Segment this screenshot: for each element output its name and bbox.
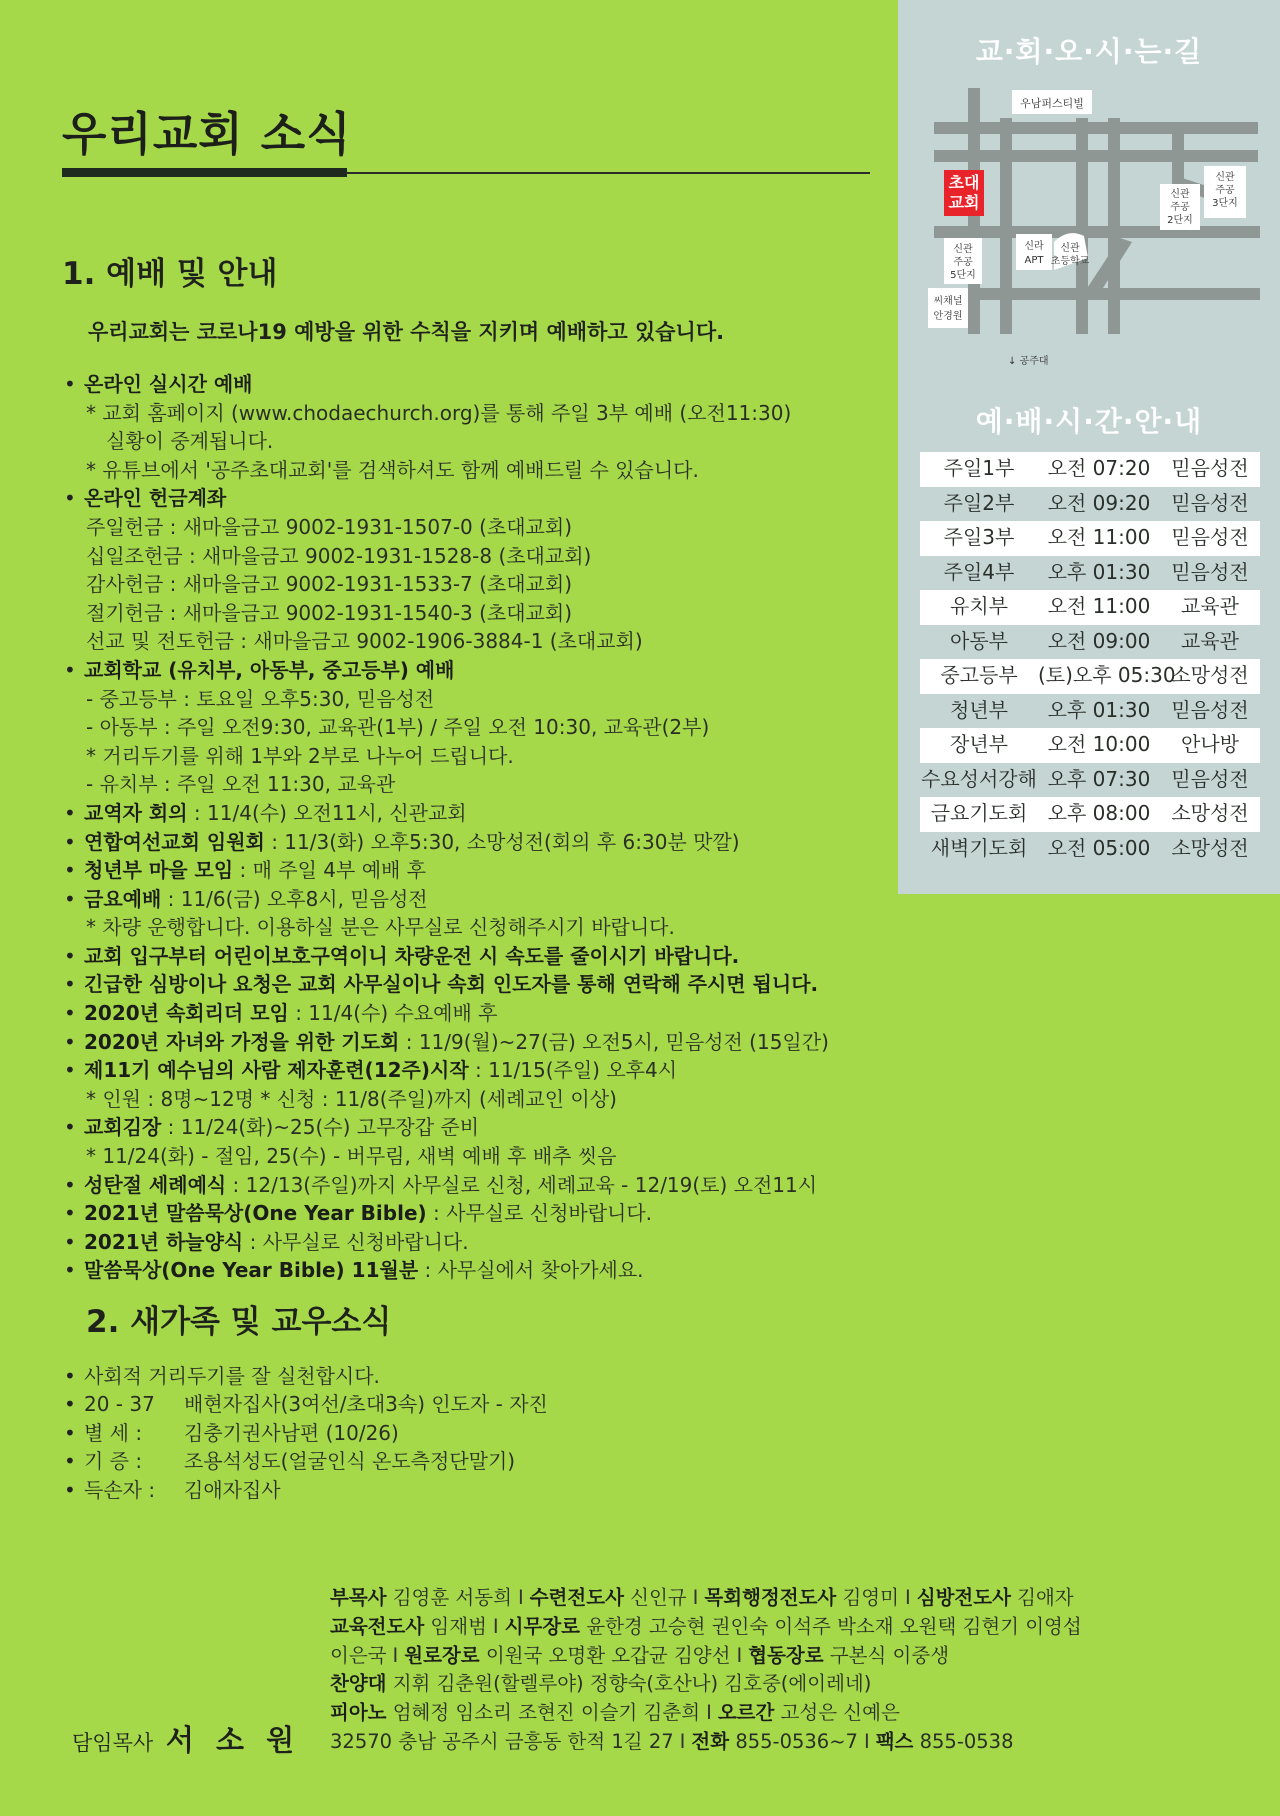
notice-line <box>62 370 882 399</box>
schedule-time: 오전 09:00 <box>1047 628 1151 653</box>
map-label: 주공 <box>953 257 973 268</box>
notice-line <box>62 427 882 456</box>
schedule-place: 안나방 <box>1181 732 1239 756</box>
notice-line-title: 교역자 회의 <box>84 800 188 825</box>
notice-line-title: 성탄절 세례예식 <box>84 1172 227 1197</box>
schedule-time: 오전 09:20 <box>1047 490 1151 515</box>
page-title: 우리교회 소식 <box>62 107 352 161</box>
map-road <box>934 226 1260 238</box>
schedule-place: 소망성전 <box>1171 663 1249 687</box>
senior-pastor-name: 서 소 원 <box>165 1723 301 1757</box>
schedule-time: 오전 11:00 <box>1047 594 1151 618</box>
notice-line-text: : 11/24(화)~25(수) 고무장갑 준비 <box>161 1115 480 1140</box>
staff-role: 오르간 <box>717 1701 775 1725</box>
staff-names: 구본식 이중생 <box>829 1643 950 1667</box>
notice-line-text: * 인원 : 8명~12명 * 신청 : 11/8(주일)까지 (세례교인 이상) <box>86 1086 617 1111</box>
staff-names: 김영미 <box>842 1586 899 1609</box>
separator: I <box>736 1643 743 1667</box>
notice-line-text: : 11/15(주일) 오후4시 <box>468 1058 678 1083</box>
section1-intro: 우리교회는 코로나19 예방을 위한 수칙을 지키며 예배하고 있습니다. <box>88 320 725 344</box>
staff-names: 신인규 <box>630 1586 687 1609</box>
notice-line <box>62 856 882 885</box>
map-road <box>1108 118 1120 334</box>
schedule-time: 오전 05:00 <box>1047 835 1151 860</box>
notice-line <box>62 1085 882 1114</box>
separator: I <box>679 1729 686 1753</box>
notice-line <box>62 542 882 571</box>
schedule-time: 오전 11:00 <box>1047 525 1151 549</box>
schedule-place: 믿음성전 <box>1171 766 1249 791</box>
staff-row <box>330 1728 1270 1757</box>
schedule-row <box>920 832 1260 867</box>
notice-line-title: 2021년 하늘양식 <box>84 1229 244 1254</box>
separator: I <box>692 1586 699 1609</box>
map-label-festival: 우남퍼스티빌 <box>1020 97 1084 110</box>
notice-line-text: * 11/24(화) - 절임, 25(수) - 버무림, 새벽 예배 후 배추 씻음 <box>86 1144 617 1169</box>
news-item <box>62 1390 862 1418</box>
news-item-label: 득손자 : <box>84 1477 156 1502</box>
map-label: 3단지 <box>1212 198 1238 209</box>
section1-list <box>62 370 882 1285</box>
notice-line <box>62 656 882 685</box>
map-label: APT <box>1024 255 1044 266</box>
map-label: 신관 <box>1170 189 1190 200</box>
schedule-name: 장년부 <box>950 732 1008 756</box>
title-rule-accent <box>62 168 347 177</box>
notice-line-title: 교회학교 (유치부, 아동부, 중고등부) 예배 <box>84 657 455 682</box>
schedule-title: 예·배·시·간·안·내 <box>975 405 1203 438</box>
map-road <box>1076 118 1088 334</box>
notice-line <box>62 742 882 771</box>
notice-line-title: 온라인 실시간 예배 <box>84 372 253 396</box>
schedule-place: 믿음성전 <box>1171 490 1249 515</box>
notice-line-text: - 아동부 : 주일 오전9:30, 교육관(1부) / 주일 오전 10:30, 교육관(2부) <box>86 715 710 740</box>
map-label: 씨채널 <box>933 296 963 307</box>
news-item <box>62 1447 862 1475</box>
notice-line-title: 교회김장 <box>84 1115 162 1140</box>
notice-line-text: : 사무실로 신청바랍니다. <box>426 1201 653 1226</box>
separator: I <box>517 1586 524 1609</box>
news-item-label: 기 증 : <box>84 1449 143 1474</box>
notice-line-text: 주일헌금 : 새마을금고 9002-1931-1507-0 (초대교회) <box>86 514 573 539</box>
notice-line <box>62 1056 882 1085</box>
notice-line <box>62 885 882 914</box>
schedule-time: 오전 07:20 <box>1047 456 1151 480</box>
notice-line <box>62 456 882 485</box>
map-label: 신라 <box>1024 241 1044 252</box>
church-marker-text: 교회 <box>948 193 980 212</box>
schedule-name: 새벽기도회 <box>930 835 1028 860</box>
staff-role: 부목사 <box>330 1586 387 1609</box>
staff-role: 목회행정전도사 <box>704 1586 837 1609</box>
notice-line-text: * 차량 운행합니다. 이용하실 분은 사무실로 신청해주시기 바랍니다. <box>86 915 675 940</box>
news-item-value: 김애자집사 <box>184 1477 281 1502</box>
notice-line-text: - 유치부 : 주일 오전 11:30, 교육관 <box>86 772 396 797</box>
notice-line-title: 2020년 속회리더 모임 <box>84 1001 289 1026</box>
notice-line <box>62 913 882 942</box>
senior-pastor-label: 담임목사 <box>72 1731 154 1755</box>
news-item <box>62 1476 862 1504</box>
schedule-row <box>920 521 1260 556</box>
staff-names: 임재범 <box>430 1614 487 1638</box>
notice-line <box>62 1113 882 1142</box>
map-label: 신관 <box>1060 243 1080 254</box>
notice-line-text: * 거리두기를 위해 1부와 2부로 나누어 드립니다. <box>86 743 514 768</box>
news-item-value: 배현자집사(3여선/초대3속) 인도자 - 자진 <box>184 1392 548 1417</box>
map-label: 2단지 <box>1167 215 1193 226</box>
schedule-row <box>920 452 1260 487</box>
schedule-time: (토)오후 05:30 <box>1038 663 1176 687</box>
schedule-place: 믿음성전 <box>1171 559 1249 584</box>
notice-line <box>62 1028 882 1057</box>
staff-role: 시무장로 <box>504 1614 581 1638</box>
staff-names: 이원국 오명환 오갑균 김양선 <box>485 1643 731 1667</box>
senior-pastor <box>72 1718 300 1759</box>
schedule-row <box>920 694 1260 729</box>
notice-line-text: : 11/4(수) 오전11시, 신관교회 <box>187 800 467 825</box>
directions-map <box>898 78 1280 378</box>
staff-role: 심방전도사 <box>916 1586 1011 1609</box>
section2-heading: 2. 새가족 및 교우소식 <box>86 1304 392 1340</box>
staff-row <box>330 1699 1270 1728</box>
schedule-row <box>920 590 1260 625</box>
notice-line-title: 연합여선교회 임원회 <box>84 829 265 854</box>
schedule-time: 오전 10:00 <box>1047 732 1151 756</box>
notice-line-title: 2021년 말씀묵상(One Year Bible) <box>84 1201 427 1226</box>
staff-role: 수련전도사 <box>529 1586 624 1609</box>
staff-role: 팩스 <box>875 1729 914 1753</box>
schedule-place: 믿음성전 <box>1171 456 1249 480</box>
notice-line-title: 교회 입구부터 어린이보호구역이니 차량운전 시 속도를 줄이시기 바랍니다. <box>84 943 740 968</box>
notice-line-text: 십일조헌금 : 새마을금고 9002-1931-1528-8 (초대교회) <box>86 543 592 568</box>
map-building <box>928 288 968 328</box>
news-item-value: 김충기권사남편 (10/26) <box>184 1420 399 1445</box>
notice-line-title: 2020년 자녀와 가정을 위한 기도회 <box>84 1029 400 1054</box>
schedule-name: 주일2부 <box>943 490 1015 515</box>
schedule-time: 오후 01:30 <box>1047 559 1151 584</box>
schedule-name: 금요기도회 <box>930 801 1028 825</box>
separator: I <box>706 1701 712 1725</box>
schedule-name: 수요성서강해 <box>921 766 1037 791</box>
staff-directory <box>330 1584 1270 1757</box>
notice-line-text: 실황이 중계됩니다. <box>106 429 274 454</box>
worship-schedule <box>920 452 1260 866</box>
schedule-place: 교육관 <box>1181 594 1239 618</box>
staff-row <box>330 1584 1270 1613</box>
notice-line-text: * 교회 홈페이지 (www.chodaechurch.org)를 통해 주일 3부 예배 (오전11:30) <box>86 400 792 425</box>
staff-role: 협동장로 <box>748 1643 824 1667</box>
notice-line-title: 금요예배 <box>84 886 162 911</box>
staff-names: 김영훈 서동희 <box>392 1586 512 1609</box>
map-label: 안경원 <box>933 311 963 322</box>
map-label: 초등학교 <box>1050 256 1090 267</box>
directions-title: 교·회·오·시·는·길 <box>975 35 1203 68</box>
notice-line-text: 절기헌금 : 새마을금고 9002-1931-1540-3 (초대교회) <box>86 600 573 625</box>
notice-line <box>62 570 882 599</box>
staff-row <box>330 1670 1270 1699</box>
notice-line <box>62 1142 882 1171</box>
news-item-label: 20 - 37 <box>84 1392 155 1417</box>
notice-line <box>62 828 882 857</box>
notice-line-text: * 유튜브에서 '공주초대교회'를 검색하셔도 함께 예배드릴 수 있습니다. <box>86 457 699 482</box>
schedule-place: 믿음성전 <box>1171 525 1249 549</box>
map-road <box>1172 134 1184 184</box>
map-label: 5단지 <box>950 270 976 281</box>
notice-line-text: : 사무실에서 찾아가세요. <box>418 1258 644 1283</box>
schedule-place: 소망성전 <box>1171 801 1249 825</box>
schedule-name: 중고등부 <box>940 663 1018 687</box>
news-item-value: 조용석성도(얼굴인식 온도측정단말기) <box>184 1449 516 1474</box>
staff-names: 지휘 김춘원(할렐루야) 정향숙(호산나) 김호중(에이레네) <box>392 1672 872 1696</box>
notice-line <box>62 999 882 1028</box>
notice-line <box>62 770 882 799</box>
notice-line <box>62 484 882 513</box>
schedule-row <box>920 728 1260 763</box>
map-label: 신관 <box>1215 172 1235 183</box>
separator: I <box>492 1614 499 1638</box>
schedule-row <box>920 797 1260 832</box>
staff-names: 고성은 신예은 <box>780 1701 900 1725</box>
staff-row <box>330 1613 1270 1642</box>
schedule-name: 주일4부 <box>943 559 1015 584</box>
notice-line-text: : 11/6(금) 오후8시, 믿음성전 <box>161 886 428 911</box>
notice-line-text: : 11/4(수) 수요예배 후 <box>288 1001 498 1026</box>
map-label-gongju: ↓ 공주대 <box>1008 356 1049 367</box>
notice-line-text: 선교 및 전도헌금 : 새마을금고 9002-1906-3884-1 (초대교회) <box>86 629 643 654</box>
schedule-place: 소망성전 <box>1171 835 1249 860</box>
news-item <box>62 1419 862 1447</box>
schedule-name: 주일3부 <box>943 525 1015 549</box>
section2-list <box>62 1362 862 1504</box>
map-road <box>934 122 1258 134</box>
staff-role: 전화 <box>691 1729 730 1753</box>
section1-heading: 1. 예배 및 안내 <box>62 256 278 292</box>
church-marker-text: 초대 <box>948 173 980 192</box>
notice-line <box>62 942 882 971</box>
info-panel <box>898 0 1280 894</box>
staff-names: 엄혜정 임소리 조현진 이슬기 김춘희 <box>392 1701 701 1725</box>
separator: I <box>904 1586 911 1609</box>
notice-line <box>62 1199 882 1228</box>
schedule-time: 오후 07:30 <box>1047 766 1151 791</box>
notice-line-title: 청년부 마을 모임 <box>84 858 234 883</box>
notice-line <box>62 685 882 714</box>
staff-role: 원로장로 <box>404 1643 480 1667</box>
staff-names: 이은국 <box>330 1643 387 1667</box>
staff-role: 찬양대 <box>330 1672 387 1696</box>
notice-line <box>62 713 882 742</box>
notice-line <box>62 1256 882 1285</box>
notice-line-title: 온라인 헌금계좌 <box>84 486 227 511</box>
schedule-row <box>920 625 1260 660</box>
staff-names: 윤한경 고승현 권인숙 이석주 박소재 오원택 김현기 이영섭 <box>586 1614 1082 1638</box>
schedule-row <box>920 763 1260 798</box>
notice-line-title: 제11기 예수님의 사람 제자훈련(12주)시작 <box>84 1058 469 1083</box>
notice-line <box>62 1171 882 1200</box>
notice-line-title: 말씀묵상(One Year Bible) 11월분 <box>84 1258 419 1283</box>
map-road <box>934 150 1258 162</box>
news-item-label: 별 세 : <box>84 1420 143 1445</box>
notice-line <box>62 599 882 628</box>
notice-line-title: 긴급한 심방이나 요청은 교회 사무실이나 속회 인도자를 통해 연락해 주시면 됩니다. <box>84 972 819 997</box>
notice-line-text: : 12/13(주일)까지 사무실로 신청, 세례교육 - 12/19(토) 오전11시 <box>226 1172 818 1197</box>
separator: I <box>863 1729 870 1753</box>
schedule-row <box>920 487 1260 522</box>
schedule-time: 오후 01:30 <box>1047 697 1151 722</box>
separator: I <box>392 1643 399 1667</box>
notice-line <box>62 513 882 542</box>
notice-line <box>62 1228 882 1257</box>
map-label: 주공 <box>1170 202 1190 213</box>
staff-names: 855-0538 <box>919 1729 1014 1753</box>
staff-names: 김애자 <box>1017 1586 1074 1609</box>
news-item <box>62 1362 862 1390</box>
map-road <box>1000 118 1012 334</box>
schedule-row <box>920 659 1260 694</box>
notice-line-text: : 매 주일 4부 예배 후 <box>233 858 427 883</box>
schedule-name: 아동부 <box>950 628 1008 653</box>
schedule-name: 청년부 <box>950 697 1008 722</box>
schedule-name: 주일1부 <box>943 456 1015 480</box>
news-item-label: 사회적 거리두기를 잘 실천합시다. <box>84 1364 380 1388</box>
notice-line-text: 감사헌금 : 새마을금고 9002-1931-1533-7 (초대교회) <box>86 572 573 597</box>
staff-names: 855-0536~7 <box>735 1729 858 1753</box>
schedule-place: 교육관 <box>1181 628 1239 653</box>
notice-line-text: - 중고등부 : 토요일 오후5:30, 믿음성전 <box>86 686 435 711</box>
schedule-time: 오후 08:00 <box>1047 801 1151 825</box>
staff-row <box>330 1642 1270 1671</box>
staff-role: 교육전도사 <box>330 1614 425 1638</box>
notice-line-text: : 11/3(화) 오후5:30, 소망성전(회의 후 6:30분 맛깔) <box>264 829 740 854</box>
staff-names: 32570 충남 공주시 금흥동 한적 1길 27 <box>330 1729 674 1753</box>
staff-role: 피아노 <box>330 1701 387 1725</box>
notice-line-text: : 사무실로 신청바랍니다. <box>243 1229 469 1254</box>
map-label: 신관 <box>953 244 973 255</box>
schedule-place: 믿음성전 <box>1171 697 1249 722</box>
schedule-row <box>920 556 1260 591</box>
notice-line <box>62 627 882 656</box>
notice-line <box>62 399 882 428</box>
notice-line <box>62 970 882 999</box>
notice-line-text: : 11/9(월)~27(금) 오전5시, 믿음성전 (15일간) <box>399 1029 829 1054</box>
map-label: 주공 <box>1215 185 1235 196</box>
notice-line <box>62 799 882 828</box>
schedule-name: 유치부 <box>950 594 1008 618</box>
